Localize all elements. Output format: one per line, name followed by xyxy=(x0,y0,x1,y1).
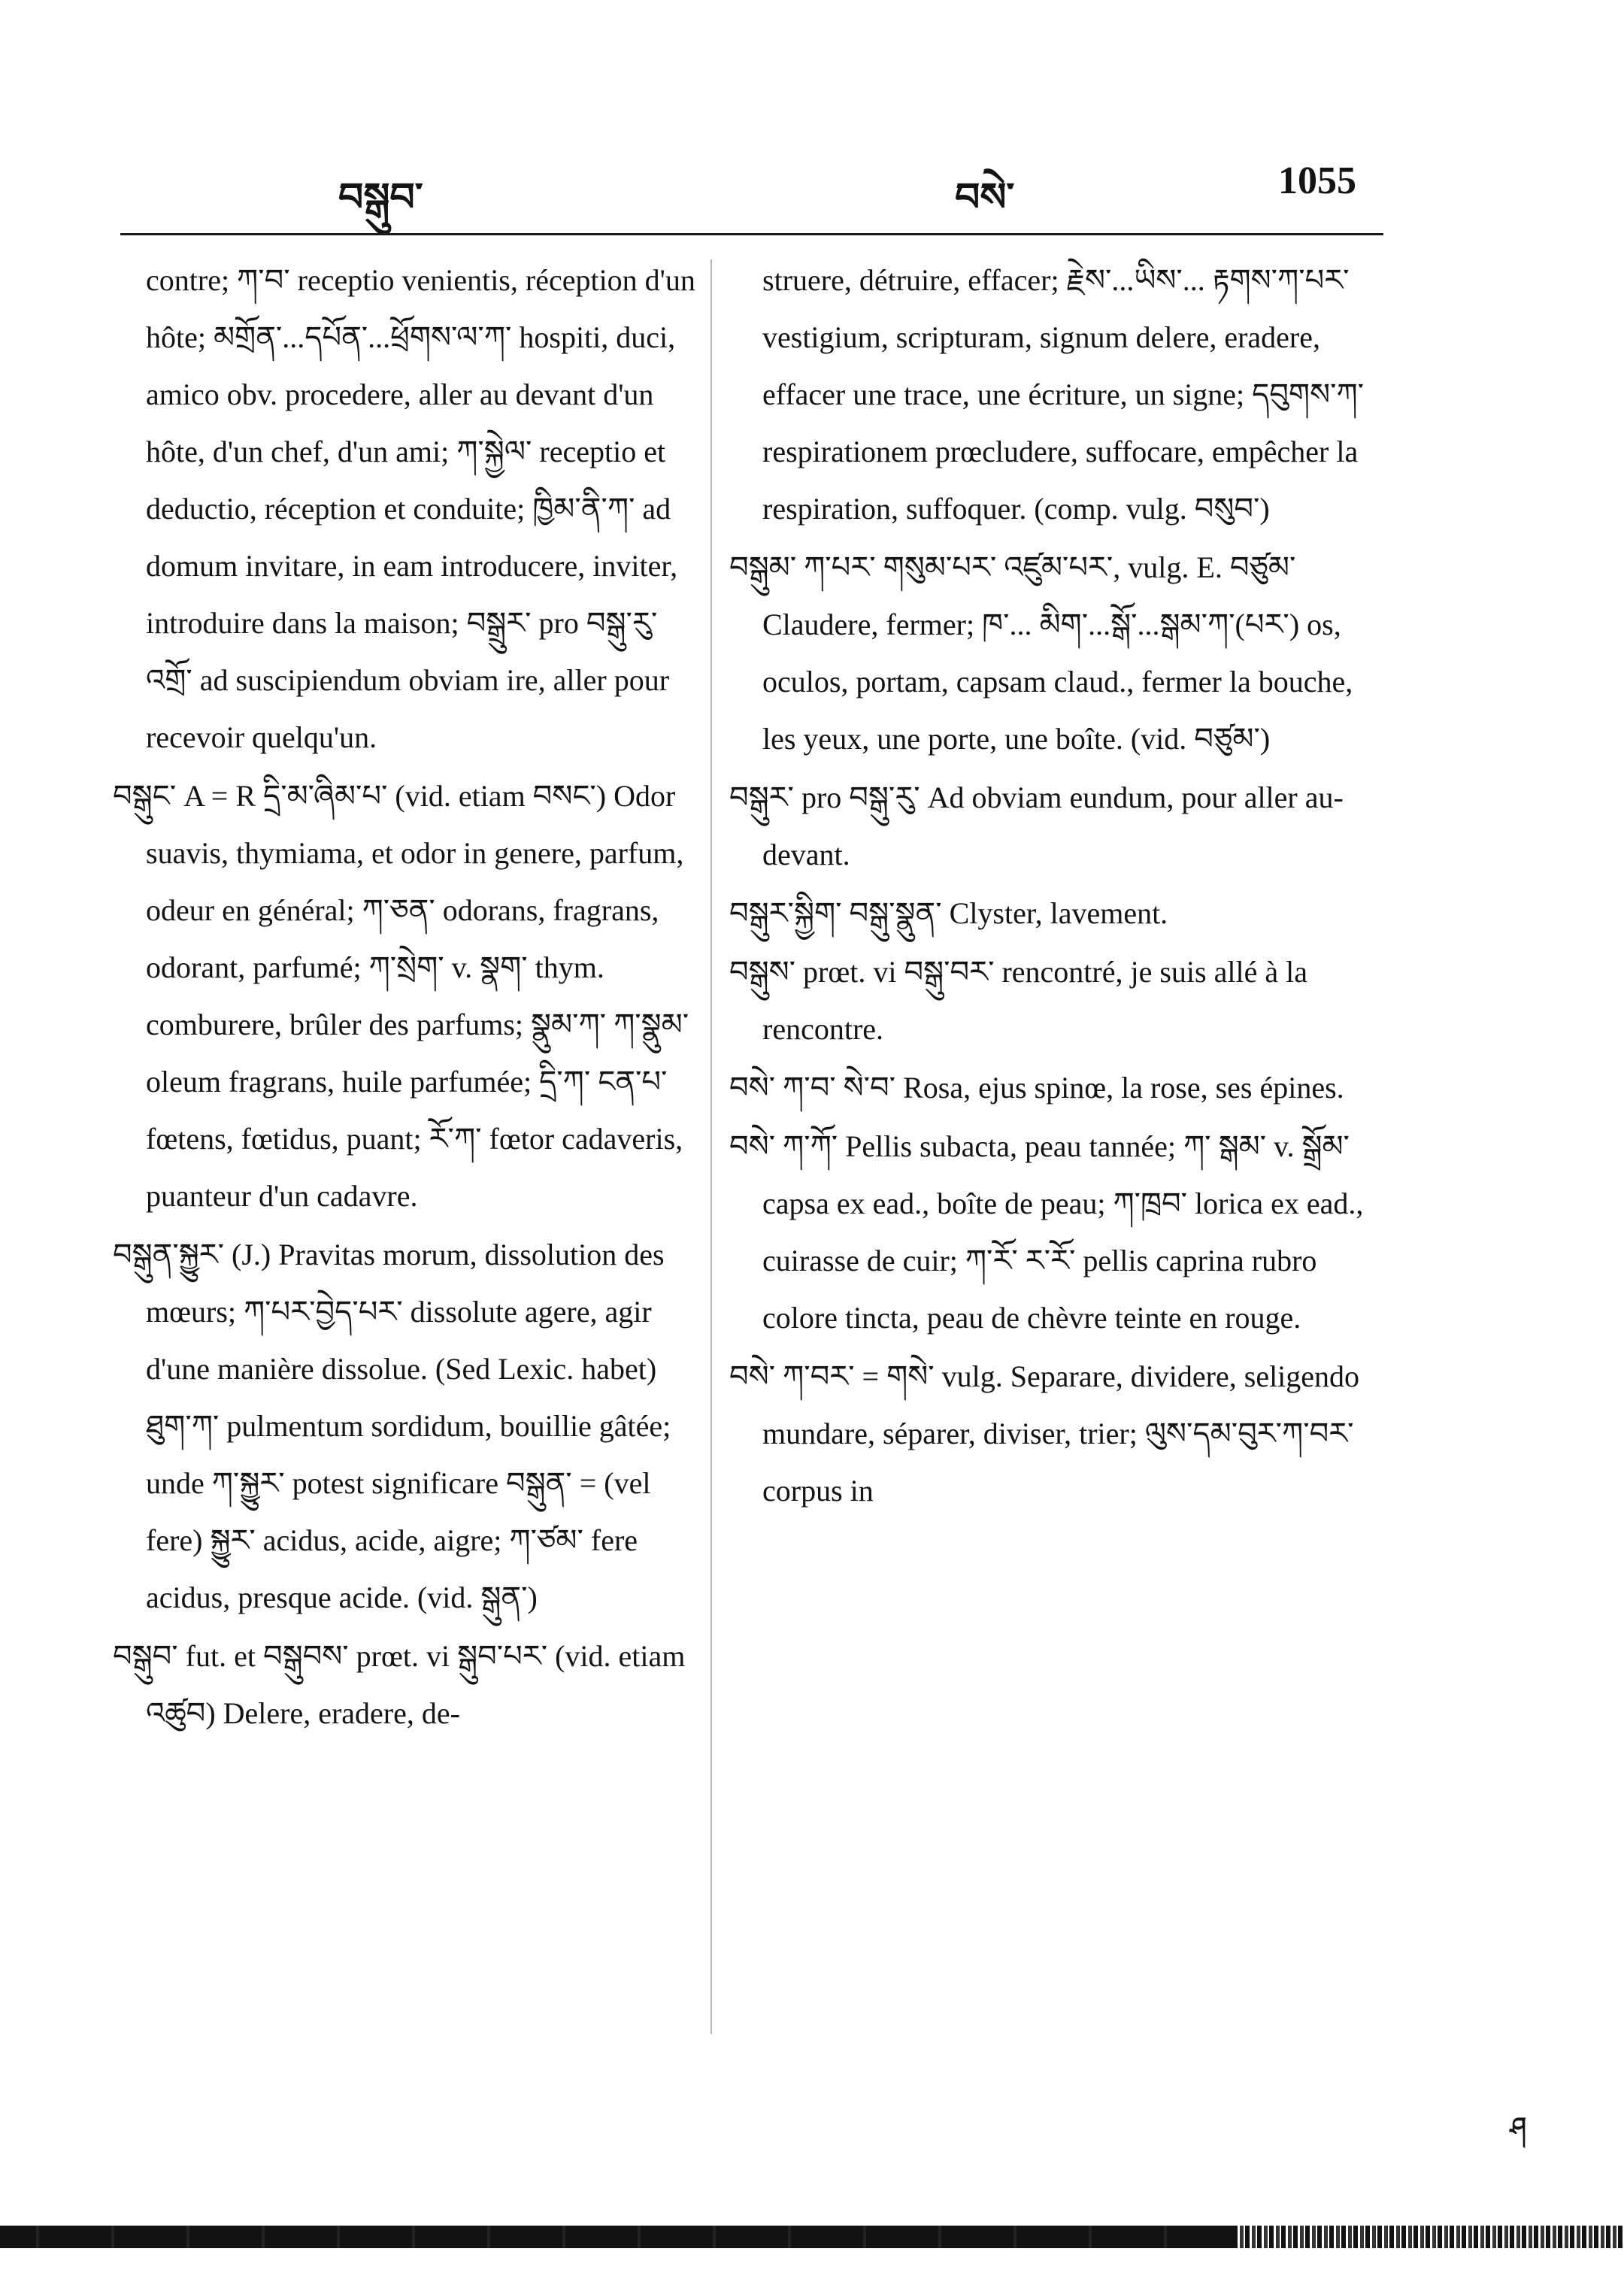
dictionary-entry: struere, détruire, effacer; རྗེས་...ཡིས་... རྟགས་ཀ་པར་ vestigium, scripturam, signum delere, eradere, effacer une trace, une écriture, un signe; དབུགས་ཀ་ respirationem prœcludere, suffocare, empêcher la respiration, suffoquer. (comp. vulg. བསུབ་) xyxy=(762,263,1365,526)
left-column xyxy=(113,252,699,1744)
dictionary-entry: བསེ་ ཀ་བ་ སེ་བ་ Rosa, ejus spinœ, la rose, ses épines. xyxy=(729,1071,1344,1105)
dictionary-entry: contre; ཀ་བ་ receptio venientis, réception d'un hôte; མགྲོན་...དཔོན་...ཕྲོགས་ལ་ཀ་ hospiti, duci, amico obv. procedere, aller au devant d'un hôte, d'un chef, d'un ami; ཀ་སྐྱེལ་ receptio et deductio, réception et conduite; ཁྱིམ་ནི་ཀ་ ad domum invitare, in eam introducere, inviter, introduire dans la maison; བསྒྲུར་ pro བསྒུ་རུ་འགྲོ་ ad suscipiendum obviam ire, aller pour recevoir quelqu'un. xyxy=(146,263,695,754)
scan-edge-pattern xyxy=(1233,2226,1624,2248)
right-running-headword: བསེ་ xyxy=(955,177,1015,220)
header-rule xyxy=(120,233,1383,235)
dictionary-entry: བསེ་ ཀ་བར་ = གསེ་ vulg. Separare, dividere, seligendo mundare, séparer, diviser, trier; ལུས་དམ་བུར་ཀ་བར་ corpus in xyxy=(729,1359,1360,1508)
dictionary-entry: བསྒུབ་ fut. et བསྒུབས་ prœt. vi སྒུབ་པར་ (vid. etiam འཚུབ) Delere, eradere, de- xyxy=(113,1639,686,1730)
scan-edge-bar xyxy=(0,2226,1624,2248)
dictionary-entry: བསྒུམ་ ཀ་པར་ གསུམ་པར་ འཛུམ་པར་, vulg. E. བཙུམ་ Claudere, fermer; ཁ་... མིག་...སྒོ་...སྒམ་ཀ་(པར་) os, oculos, portam, capsam claud., fermer la bouche, les yeux, une porte, une boîte. (vid. བཙུམ་) xyxy=(729,550,1353,756)
page-header xyxy=(0,154,1624,220)
left-running-headword: བསྒུབ་ xyxy=(338,177,423,220)
dictionary-entry: བསྒུར་སྐྱིག་ བསྒུ་སྣུན་ Clyster, lavement. xyxy=(729,896,1168,930)
dictionary-entry: བསེ་ ཀ་ཀོ་ Pellis subacta, peau tannée; ཀ་ སྒམ་ v. སྒྲོམ་ capsa ex ead., boîte de peau; ཀ་ཁྲབ་ lorica ex ead., cuirasse de cuir; ཀ་རོ་ ར་རོ་ pellis caprina rubro colore tincta, peau de chèvre teinte en rouge. xyxy=(729,1129,1364,1335)
signature-mark: ཤ xyxy=(1510,2114,1526,2141)
dictionary-entry: བསྒུན་སྐྱུར་ (J.) Pravitas morum, dissolution des mœurs; ཀ་པར་བྱེད་པར་ dissolute agere, agir d'une manière dissolue. (Sed Lexic. habet) ཐུག་ཀ་ pulmentum sordidum, bouillie gâtée; unde ཀ་སྐྱུར་ potest significare བསྒུན་ = (vel fere) སྐྱུར་ acidus, acide, aigre; ཀ་ཙམ་ fere acidus, presque acide. (vid. སྒུན་) xyxy=(113,1238,671,1614)
page-number: 1055 xyxy=(1278,159,1356,202)
dictionary-entry: བསྒུས་ prœt. vi བསྒུ་བར་ rencontré, je suis allé à la rencontre. xyxy=(729,955,1307,1046)
column-divider xyxy=(710,259,712,2034)
dictionary-entry: བསྒུར་ pro བསྒུ་རུ་ Ad obviam eundum, pour aller au-devant. xyxy=(729,780,1344,871)
right-column xyxy=(729,252,1376,1521)
dictionary-entry: བསྒུང་ A = R དྲི་མ་ཞིམ་པ་ (vid. etiam བསང་) Odor suavis, thymiama, et odor in genere, parfum, odeur en général; ཀ་ཅན་ odorans, fragrans, odorant, parfumé; ཀ་སྲེག་ v. སྣག་ thym. comburere, brûler des parfums; སྣུམ་ཀ་ ཀ་སྣུམ་ oleum fragrans, huile parfumée; དྲི་ཀ་ ངན་པ་ fœtens, fœtidus, puant; རོ་ཀ་ fœtor cadaveris, puanteur d'un cadavre. xyxy=(113,779,689,1213)
